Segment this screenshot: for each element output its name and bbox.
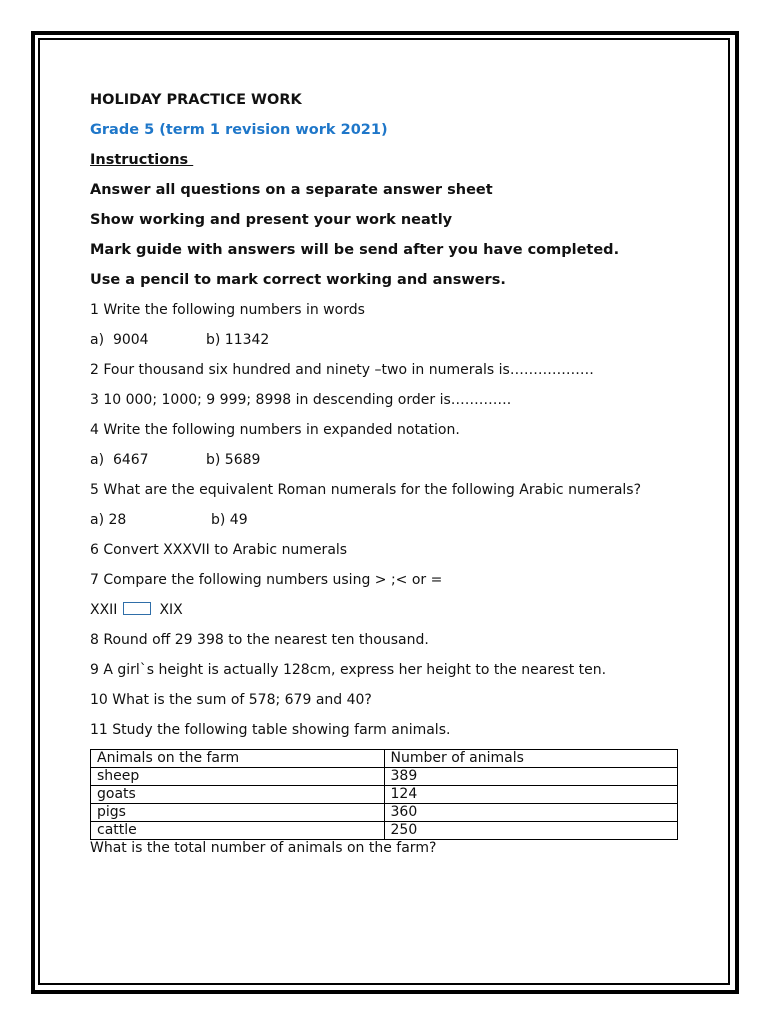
table-row xyxy=(91,804,678,822)
question-11-followup: What is the total number of animals on the farm? xyxy=(90,840,437,856)
question-4a: a) 6467 xyxy=(90,452,149,468)
farm-animals-table xyxy=(90,749,678,840)
question-11: 11 Study the following table showing farm animals. xyxy=(90,722,451,738)
instruction-item: Answer all questions on a separate answer sheet xyxy=(90,182,493,198)
table-cell: 250 xyxy=(384,822,678,840)
instruction-item: Show working and present your work neatly xyxy=(90,212,453,228)
table-row xyxy=(91,822,678,840)
question-5b: b) 49 xyxy=(211,512,248,528)
question-4: 4 Write the following numbers in expanded notation. xyxy=(90,422,460,438)
worksheet-subtitle: Grade 5 (term 1 revision work 2021) xyxy=(90,122,388,138)
table-header-cell: Number of animals xyxy=(384,750,678,768)
table-row xyxy=(91,768,678,786)
instruction-item: Use a pencil to mark correct working and answers. xyxy=(90,272,506,288)
question-7-comparison xyxy=(90,602,680,619)
question-5: 5 What are the equivalent Roman numerals for the following Arabic numerals? xyxy=(90,482,642,498)
question-1: 1 Write the following numbers in words xyxy=(90,302,365,318)
question-2: 2 Four thousand six hundred and ninety –two in numerals is……………… xyxy=(90,362,594,378)
table-cell: goats xyxy=(91,786,385,804)
question-8: 8 Round off 29 398 to the nearest ten thousand. xyxy=(90,632,429,648)
table-header-cell: Animals on the farm xyxy=(91,750,385,768)
question-1b: b) 11342 xyxy=(206,332,270,348)
question-4-parts xyxy=(90,452,680,469)
question-9: 9 A girl`s height is actually 128cm, express her height to the nearest ten. xyxy=(90,662,607,678)
instructions-heading: Instructions xyxy=(90,152,194,168)
question-3: 3 10 000; 1000; 9 999; 8998 in descending order is…………. xyxy=(90,392,512,408)
comparison-answer-box[interactable] xyxy=(123,602,151,615)
question-5-parts xyxy=(90,512,680,529)
table-header-row xyxy=(91,750,678,768)
question-5a: a) 28 xyxy=(90,512,127,528)
question-6: 6 Convert XXXVII to Arabic numerals xyxy=(90,542,348,558)
roman-right: XIX xyxy=(159,602,183,618)
question-10: 10 What is the sum of 578; 679 and 40? xyxy=(90,692,372,708)
roman-left: XXII xyxy=(90,602,118,618)
table-row xyxy=(91,786,678,804)
table-cell: sheep xyxy=(91,768,385,786)
table-cell: pigs xyxy=(91,804,385,822)
worksheet-title: HOLIDAY PRACTICE WORK xyxy=(90,92,302,108)
question-7: 7 Compare the following numbers using > ;< or = xyxy=(90,572,443,588)
question-1a: a) 9004 xyxy=(90,332,149,348)
question-1-parts xyxy=(90,332,680,349)
table-cell: 389 xyxy=(384,768,678,786)
table-cell: cattle xyxy=(91,822,385,840)
question-4b: b) 5689 xyxy=(206,452,261,468)
worksheet-content xyxy=(90,92,680,870)
table-cell: 124 xyxy=(384,786,678,804)
table-cell: 360 xyxy=(384,804,678,822)
instruction-item: Mark guide with answers will be send after you have completed. xyxy=(90,242,620,258)
